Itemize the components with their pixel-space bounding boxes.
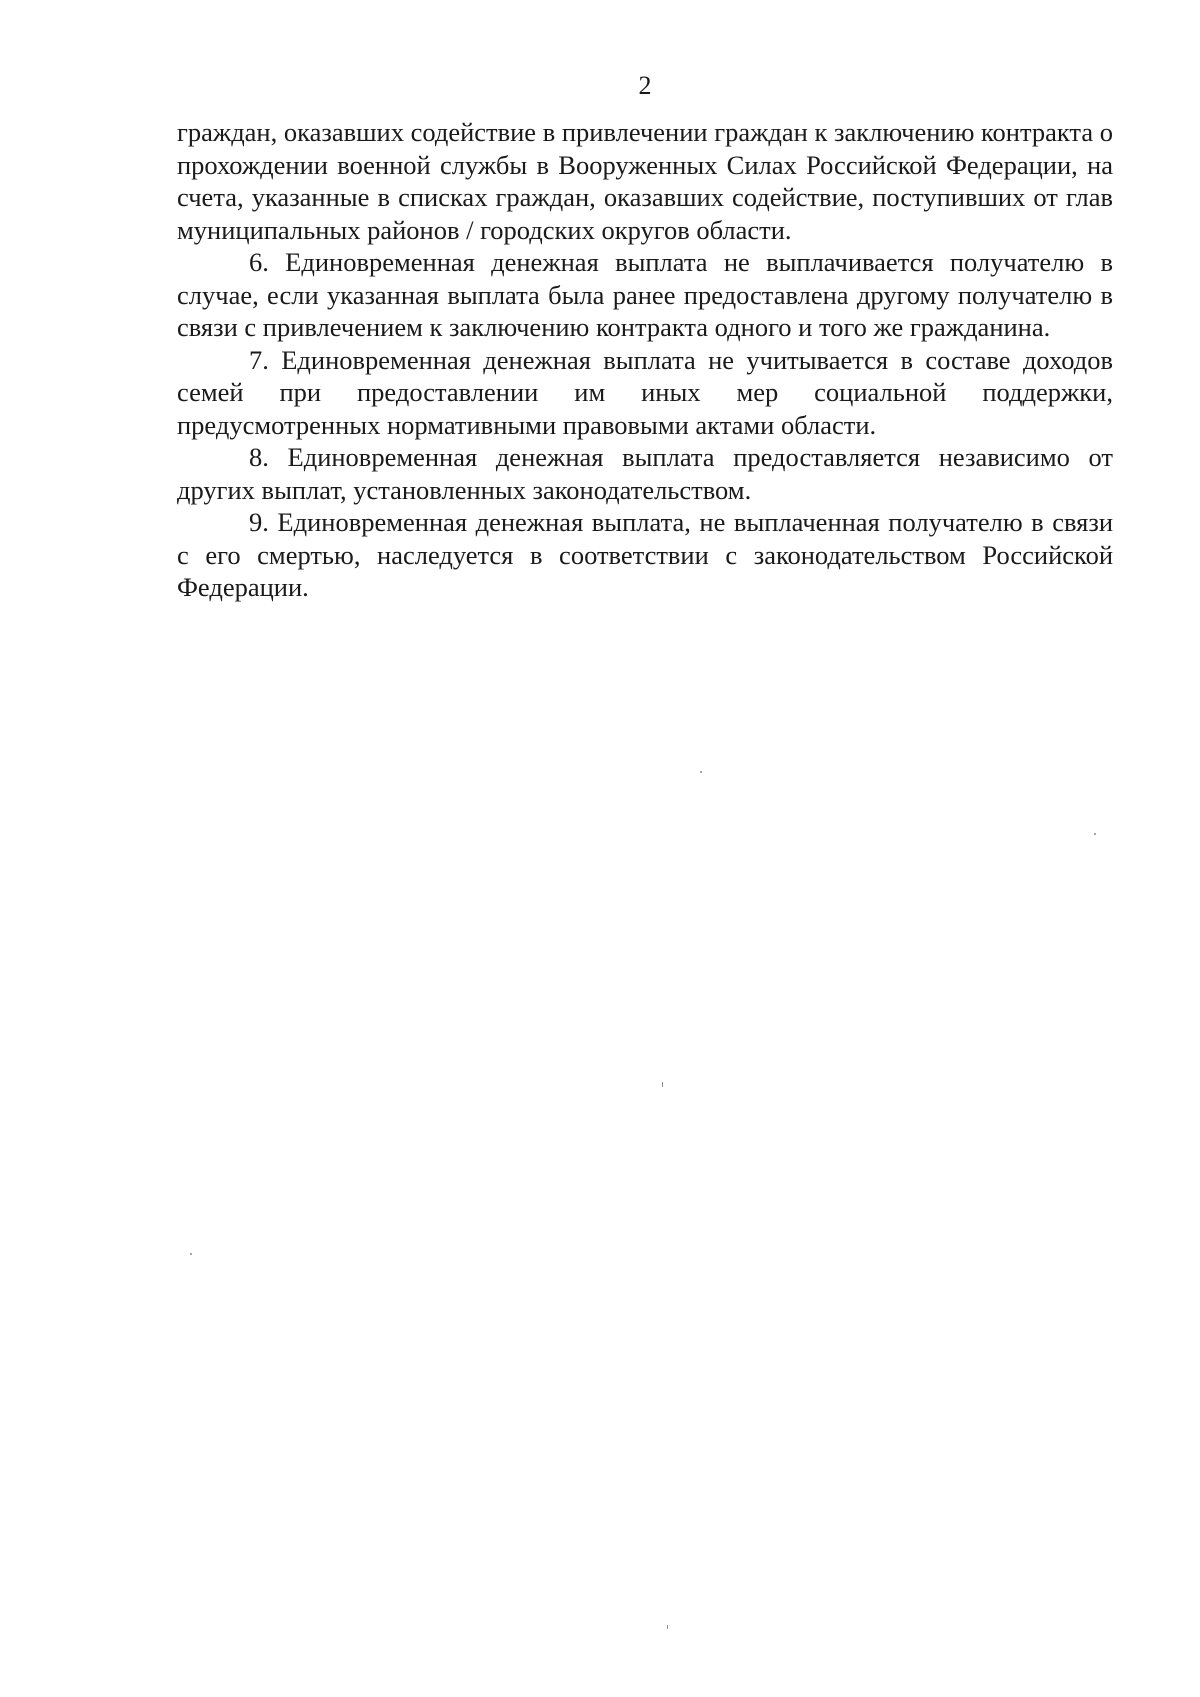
scan-speck (190, 1253, 192, 1255)
paragraph-item-8: 8. Единовременная денежная выплата предоставляется независимо от других выплат, установленных законодательством. (177, 442, 1113, 505)
paragraph-continuation: граждан, оказавших содействие в привлечении граждан к заключению контракта о прохождении военной службы в Вооруженных Силах Российской Федерации, на счета, указанные в списках граждан, оказавших содействие, поступивших от глав муниципальных районов / городских округов области. (177, 117, 1113, 245)
document-body (177, 116, 1113, 604)
page-number: 2 (638, 71, 652, 100)
scan-speck (662, 1082, 663, 1087)
paragraph-item-6: 6. Единовременная денежная выплата не выплачивается получателю в случае, если указанная выплата была ранее предоставлена другому получателю в связи с привлечением к заключению контракта одного и того же гражданина. (177, 247, 1113, 342)
scan-speck (700, 771, 702, 773)
scan-speck (667, 1625, 668, 1629)
paragraph-item-9: 9. Единовременная денежная выплата, не выплаченная получателю в связи с его смертью, наследуется в соответствии с законодательством Российской Федерации. (177, 507, 1113, 602)
scan-speck (1094, 833, 1096, 835)
paragraph-item-7: 7. Единовременная денежная выплата не учитывается в составе доходов семей при предоставлении им иных мер социальной поддержки, предусмотренных нормативными правовыми актами области. (177, 344, 1113, 440)
